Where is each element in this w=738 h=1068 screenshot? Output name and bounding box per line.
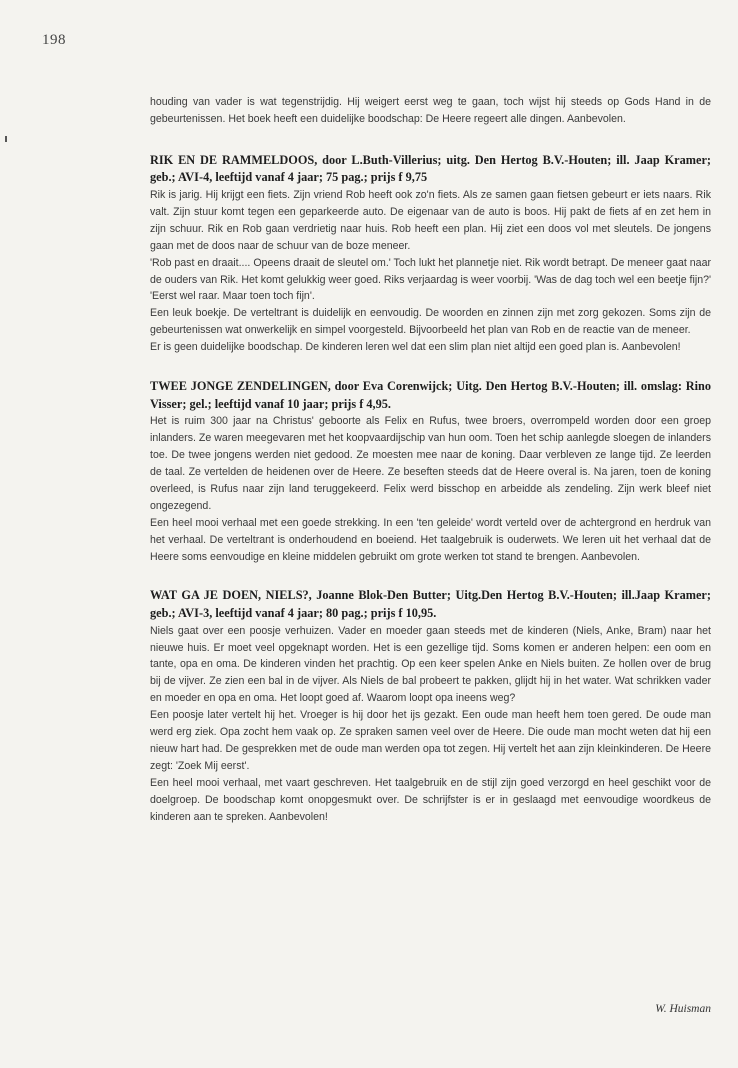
review-paragraph: Rik is jarig. Hij krijgt een fiets. Zijn vriend Rob heeft ook zo'n fiets. Als ze samen gaan fietsen gebeurt er iets naars. Rik valt. Zijn stuur komt tegen een geparkeerde auto. De eigenaar van de auto is boos. Hij pakt de fiets af en zet hem in zijn schuur. Rik en Rob gaan verdrietig naar huis. Rob heeft een plan. Hij ziet een doos vol met sleutels. De jongens gaan met de doos naar de schuur van de boze meneer.: [150, 189, 711, 252]
review-wat-ga-je-doen-niels: [150, 587, 711, 825]
review-paragraph: 'Rob past en draait.... Opeens draait de sleutel om.' Toch lukt het plannetje niet. Rik wordt betrapt. De meneer gaat naar de ouders van Rik. Het komt gelukkig weer goed. Riks verjaardag is weer voorbij. 'Was de dag toch wel een beetje fijn?' 'Eerst wel raar. Maar toen toch fijn'.: [150, 256, 711, 303]
review-paragraph: Een heel mooi verhaal, met vaart geschreven. Het taalgebruik en de stijl zijn goed verzorgd en heel geschikt voor de doelgroep. De boodschap komt onopgesmukt over. De schrijfster is er in geslaagd met eenvoudige woordkeus de kinderen aan te spreken. Aanbevolen!: [150, 776, 711, 823]
intro-paragraph: houding van vader is wat tegenstrijdig. Hij weigert eerst weg te gaan, toch wijst hij steeds op Gods Hand in de gebeurtenissen. Het boek heeft een duidelijke boodschap: De Heere regeert alle dingen. Aanbevolen.: [150, 96, 711, 125]
review-rik-en-de-rammeldoos: [150, 152, 711, 356]
review-paragraph: Niels gaat over een poosje verhuizen. Vader en moeder gaan steeds met de kinderen (Niels, Anke, Bram) naar het nieuwe huis. Er moet veel opgeknapt worden. Het is een gezellige tijd. Soms komen er anderen helpen: een oom en tante, opa en oma. De kinderen vinden het prachtig. Op een keer spelen Anke en Niels buiten. Ze hollen over de brug bij de vijver. Ze zien een bal in de vijver. Als Niels de bal probeert te pakken, glijdt hij in het water. Wat schrikken vader en moeder en opa en oma. Het loopt goed af. Waarom loopt opa ineens weg?: [150, 624, 711, 705]
review-paragraph: Een heel mooi verhaal met een goede strekking. In een 'ten geleide' wordt verteld over de achtergrond en herdruk van het verhaal. De verteltrant is onderhoudend en boeiend. Het taalgebruik is ouderwets. We leren uit het verhaal dat de Heere soms eenvoudige en kleine middelen gebruikt om grote werken tot stand te brengen. Aanbevolen.: [150, 516, 711, 563]
review-paragraph: Het is ruim 300 jaar na Christus' geboorte als Felix en Rufus, twee broers, overrompeld worden door een groep inlanders. Ze waren meegevaren met het koopvaardijschip van hun oom. Toen het schip aanlegde sloegen de inlanders toe. De twee jongens werden niet gedood. Ze moesten mee naar de koning. Daar verbleven ze lange tijd. Ze leerden de taal. Ze vertelden de heidenen over de Heere. Ze beseften steeds dat de Heere overal is. Na jaren, toen de koning overleed, is Rufus naar zijn land teruggekeerd. Felix werd bisschop en arbeidde als zendeling. Zijn werk bleef niet ongezegend.: [150, 415, 711, 512]
review-paragraph: Een leuk boekje. De verteltrant is duidelijk en eenvoudig. De woorden en zinnen zijn met zorg gekozen. Soms zijn de gebeurtenissen wat onwerkelijk en simpel voorgesteld. Bijvoorbeeld het plan van Rob en de reactie van de meneer.: [150, 307, 711, 337]
review-paragraph: Er is geen duidelijke boodschap. De kinderen leren wel dat een slim plan niet altijd een goed plan is. Aanbevolen!: [150, 341, 681, 354]
review-twee-jonge-zendelingen: [150, 378, 711, 565]
review-title: WAT GA JE DOEN, NIELS?, Joanne Blok-Den Butter; Uitg.Den Hertog B.V.-Houten; ill.Jaap Kramer; geb.; AVI-3, leeftijd vanaf 4 jaar; 80 pag.; prijs f 10,95.: [150, 588, 711, 620]
review-title: RIK EN DE RAMMELDOOS, door L.Buth-Villerius; uitg. Den Hertog B.V.-Houten; ill. Jaap Kramer; geb.; AVI-4, leeftijd vanaf 4 jaar; 75 pag.; prijs f 9,75: [150, 152, 711, 185]
margin-mark: [5, 136, 7, 142]
reviewer-signature: W. Huisman: [655, 1003, 711, 1015]
review-title: TWEE JONGE ZENDELINGEN, door Eva Corenwijck; Uitg. Den Hertog B.V.-Houten; ill. omslag: Rino Visser; gel.; leeftijd vanaf 10 jaar; prijs f 4,95.: [150, 379, 711, 411]
page-number: 198: [42, 32, 66, 48]
page-content: [150, 94, 711, 825]
review-paragraph: Een poosje later vertelt hij het. Vroeger is hij door het ijs gezakt. Een oude man heeft hem toen gered. De oude man werd erg ziek. Opa zocht hem vaak op. Ze spraken samen veel over de Heere. Die oude man mocht weten dat hij een nieuw hart had. De gesprekken met de oude man werden opa tot zegen. Hij vertelt het aan zijn kleinkinderen. De Heere zegt: 'Zoek Mij eerst'.: [150, 709, 711, 772]
